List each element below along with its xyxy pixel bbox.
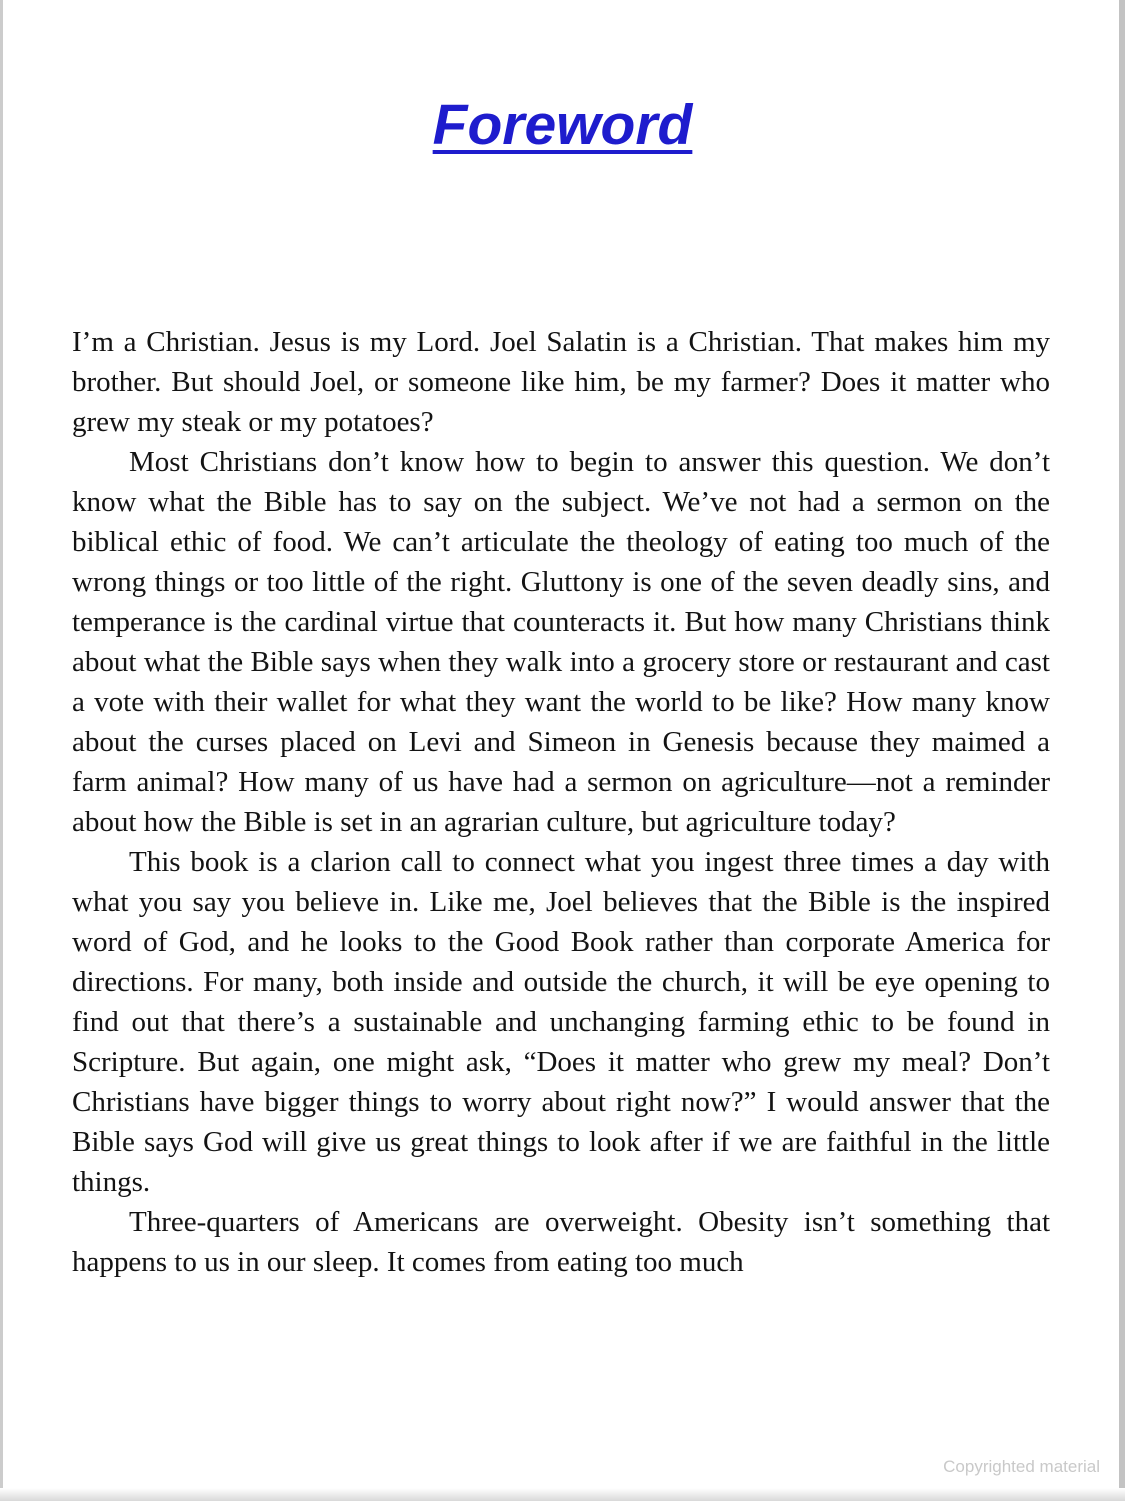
copyright-watermark: Copyrighted material bbox=[943, 1457, 1100, 1476]
body-text bbox=[72, 322, 1050, 1282]
chapter-title: Foreword bbox=[432, 93, 693, 157]
page-edge-left bbox=[0, 0, 3, 1501]
paragraph-3: This book is a clarion call to connect what you ingest three times a day with what you say you believe in. Like me, Joel believes that the Bible is the inspired word of God, and he looks to the Good Book rather than corporate America for directions. For many, both inside and outside the church, it will be eye opening to find out that there’s a sustainable and unchanging farming ethic to be found in Scripture. But again, one might ask, “Does it matter who grew my meal? Don’t Christians have bigger things to worry about right now?” I would answer that the Bible says God will give us great things to look after if we are faithful in the little things. bbox=[72, 846, 1050, 1198]
paragraph-2: Most Christians don’t know how to begin to answer this question. We don’t know what the Bible has to say on the subject. We’ve not had a sermon on the biblical ethic of food. We can’t articulate the theology of eating too much of the wrong things or too little of the right. Gluttony is one of the seven deadly sins, and temperance is the cardinal virtue that counteracts it. But how many Christians think about what the Bible says when they walk into a grocery store or restaurant and cast a vote with their wallet for what they want the world to be like? How many know about the curses placed on Levi and Simeon in Genesis because they maimed a farm animal? How many of us have had a sermon on agriculture—not a reminder about how the Bible is set in an agrarian culture, but agriculture today? bbox=[72, 446, 1050, 838]
paragraph-4: Three-quarters of Americans are overweight. Obesity isn’t something that happens to us in our sleep. It comes from eating too much bbox=[72, 1206, 1050, 1278]
paragraph-1: I’m a Christian. Jesus is my Lord. Joel Salatin is a Christian. That makes him my brother. But should Joel, or someone like him, be my farmer? Does it matter who grew my steak or my potatoes? bbox=[72, 326, 1050, 438]
page-edge-right bbox=[1119, 0, 1125, 1501]
page-edge-bottom bbox=[0, 1488, 1125, 1501]
